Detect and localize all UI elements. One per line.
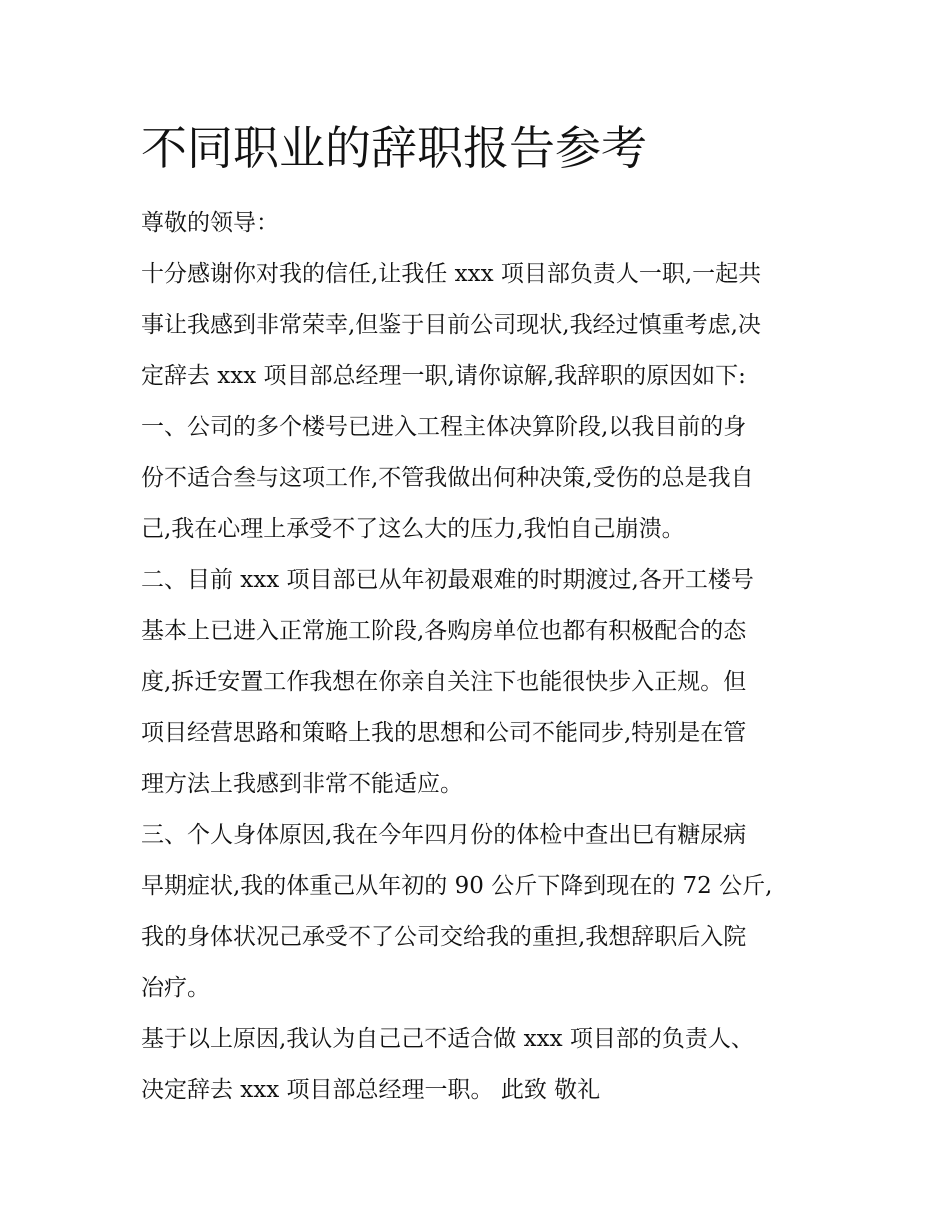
paragraph-line: 定辞去 xxx 项目部总经理一职,请你谅解,我辞职的原因如下: — [141, 363, 746, 389]
paragraph-line: 早期症状,我的体重己从年初的 90 公斤下降到现在的 72 公斤, — [141, 873, 773, 899]
paragraph-line: 基于以上原因,我认为自己己不适合做 xxx 项目部的负责人、 — [141, 1026, 754, 1052]
document-body — [141, 198, 821, 1116]
paragraph-line: 基本上已进入正常施工阶段,各购房单位也都有积极配合的态 — [141, 618, 747, 644]
paragraph-line: 己,我在心理上承受不了这么大的压力,我怕自己崩溃。 — [141, 516, 685, 542]
paragraph-line: 二、目前 xxx 项目部已从年初最艰难的时期渡过,各开工楼号 — [141, 567, 754, 593]
document-title: 不同职业的辞职报告参考 — [141, 121, 647, 175]
paragraph-line: 项目经营思路和策略上我的思想和公司不能同步,特别是在管 — [141, 720, 747, 746]
salutation-line: 尊敬的领导： — [141, 210, 279, 236]
paragraph-line: 我的身体状况己承受不了公司交给我的重担,我想辞职后入院 — [141, 924, 747, 950]
paragraph-line: 度,拆迁安置工作我想在你亲自关注下也能很快步入正规。但 — [141, 669, 747, 695]
paragraph-line: 冶疗。 — [141, 975, 210, 1001]
paragraph-line: 一、公司的多个楼号已进入工程主体决算阶段,以我目前的身 — [141, 414, 747, 440]
closing-line: 决定辞去 xxx 项目部总经理一职。 此致 敬礼 — [141, 1077, 601, 1103]
paragraph-line: 三、个人身体原因,我在今年四月份的体检中查出巳有糖尿病 — [141, 822, 747, 848]
paragraph-line: 十分感谢你对我的信任,让我任 xxx 项目部负责人一职,一起共 — [141, 261, 762, 287]
paragraph-line: 理方法上我感到非常不能适应。 — [141, 771, 463, 797]
paragraph-line: 事让我感到非常荣幸,但鉴于目前公司现状,我经过慎重考虑,决 — [141, 312, 761, 338]
paragraph-line: 份不适合叁与这项工作,不管我做出何种决策,受伤的总是我自 — [141, 465, 754, 491]
